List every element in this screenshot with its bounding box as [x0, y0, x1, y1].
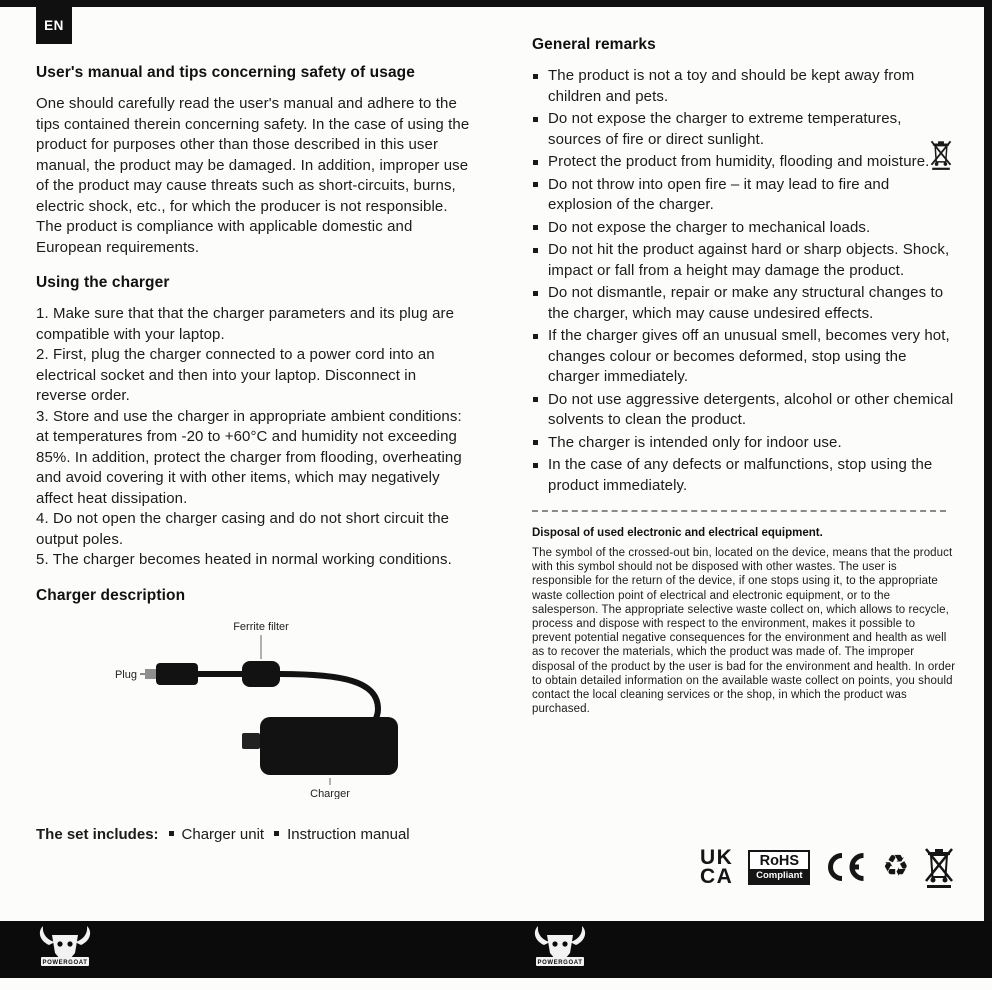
remark-item: Do not use aggressive detergents, alcohol or other chemical solvents to clean the product. — [532, 390, 956, 431]
footer-bar — [0, 921, 992, 978]
bullet-icon — [533, 182, 538, 187]
bullet-icon — [533, 74, 538, 79]
remark-item: The product is not a toy and should be kept away from children and pets. — [532, 66, 956, 107]
ukca-mark — [700, 848, 733, 886]
remark-item: In the case of any defects or malfunctions, stop using the product immediately. — [532, 455, 956, 496]
bullet-icon — [169, 831, 174, 836]
bullet-icon — [274, 831, 279, 836]
set-includes — [36, 826, 470, 843]
remark-item: Do not expose the charger to mechanical loads. — [532, 218, 956, 239]
rohs-mark — [748, 850, 810, 885]
plug-label: Plug — [114, 668, 137, 681]
general-remarks-heading: General remarks — [532, 36, 656, 53]
using-step: 2. First, plug the charger connected to a power cord into an electrical socket and then into your laptop. Disconnect in reverse order. — [36, 346, 435, 404]
right-edge-strip — [984, 0, 992, 921]
bullet-icon — [533, 248, 538, 253]
ukca-line2: CA — [700, 865, 734, 888]
bullet-icon — [533, 291, 538, 296]
set-item-instruction-manual: Instruction manual — [287, 825, 410, 843]
rohs-subtitle: Compliant — [750, 869, 808, 883]
using-step: 1. Make sure that that the charger parameters and its plug are compatible with your laptop. — [36, 305, 455, 343]
remark-item: Protect the product from humidity, flooding and moisture. — [532, 152, 956, 173]
set-includes-label: The set includes: — [36, 825, 159, 843]
connector-shape — [242, 733, 260, 749]
charger-body-shape — [260, 717, 398, 775]
charger-label: Charger — [310, 787, 350, 799]
ferrite-filter-label: Ferrite filter — [233, 620, 289, 633]
bullet-icon — [533, 334, 538, 339]
right-column — [532, 36, 956, 716]
remark-item: Do not dismantle, repair or make any structural changes to the charger, which may cause undesired effects. — [532, 283, 956, 324]
disposal-heading: Disposal of used electronic and electrical equipment. — [532, 527, 823, 539]
charger-diagram — [94, 617, 470, 804]
ferrite-filter-shape — [242, 661, 280, 687]
remark-item: Do not hit the product against hard or sharp objects. Shock, impact or fall from a height may damage the product. — [532, 240, 956, 281]
bullet-icon — [533, 440, 538, 445]
top-edge-strip — [0, 0, 992, 7]
left-column — [36, 64, 470, 843]
plug-shape — [145, 663, 198, 685]
weee-bin-icon — [924, 845, 954, 889]
rohs-title: RoHS — [759, 852, 800, 869]
certification-marks — [700, 845, 954, 889]
remark-item: If the charger gives off an unusual smell, becomes very hot, changes colour or becomes deformed, stop using the charger immediately. — [532, 326, 956, 388]
disposal-body: The symbol of the crossed-out bin, located on the device, means that the product with this symbol should not be disposed with other wastes. The user is responsible for the return of the device, if one stops using it, to the appropriate waste collection point of electrical and electronic equipment, or to the salesperson. The appropriate selective waste collect on, which allows to recycle, process and dispose with respect to the environment, makes it possible to prevent potential negative consequences for the environment and health as well as to recover the materials, which the product was made of. The improper disposal of the product by the user is bad for the environment and health. In order to obtain detailed information on the available waste collect on points, you should contact the local cleaning services or the shop, in which the product was purchased. — [532, 547, 956, 716]
bullet-icon — [533, 397, 538, 402]
using-step: 4. Do not open the charger casing and do not short circuit the output poles. — [36, 510, 450, 548]
weee-bin-icon-small — [930, 138, 952, 171]
powergoat-logo — [36, 925, 94, 973]
remark-item: Do not throw into open fire – it may lead to fire and explosion of the charger. — [532, 175, 956, 216]
bullet-icon — [533, 463, 538, 468]
charger-diagram-drawing — [94, 617, 424, 799]
safety-body: One should carefully read the user's manual and adhere to the tips contained therein concerning safety. In the case of using the product for purposes other than those described in this user manual, the product may be damaged. In addition, improper use of the product may cause threats such as short-circuits, burns, electric shock, etc., for which the producer is not responsible. The product is compliance with applicable domestic and European requirements. — [36, 95, 470, 256]
remark-item: The charger is intended only for indoor use. — [532, 433, 956, 454]
powergoat-logo-text: POWERGOAT — [537, 960, 583, 966]
set-item-charger-unit: Charger unit — [181, 825, 265, 843]
ukca-line1: UK — [700, 846, 734, 869]
powergoat-logo — [531, 925, 589, 973]
ce-mark-icon — [825, 852, 867, 882]
using-step: 3. Store and use the charger in appropriate ambient conditions: at temperatures from -20 to +60°C and humidity not exceeding 85%. In addition, protect the charger from flooding, overheating and avoid covering it with other items, which may negatively affect heat dissipation. — [36, 407, 462, 507]
using-heading: Using the charger — [36, 274, 170, 291]
powergoat-logo-text: POWERGOAT — [42, 960, 88, 966]
using-step: 5. The charger becomes heated in normal working conditions. — [36, 551, 452, 568]
language-badge: EN — [36, 7, 72, 44]
bullet-icon — [533, 225, 538, 230]
bullet-icon — [533, 117, 538, 122]
safety-heading: User's manual and tips concerning safety of usage — [36, 64, 415, 81]
using-steps — [36, 304, 470, 571]
bullet-icon — [533, 160, 538, 165]
general-remarks-list — [532, 66, 956, 496]
description-heading: Charger description — [36, 586, 186, 604]
remark-item: Do not expose the charger to extreme temperatures, sources of fire or direct sunlight. — [532, 109, 956, 150]
dashed-divider — [532, 510, 946, 512]
recycling-icon: ♻ — [882, 849, 910, 884]
